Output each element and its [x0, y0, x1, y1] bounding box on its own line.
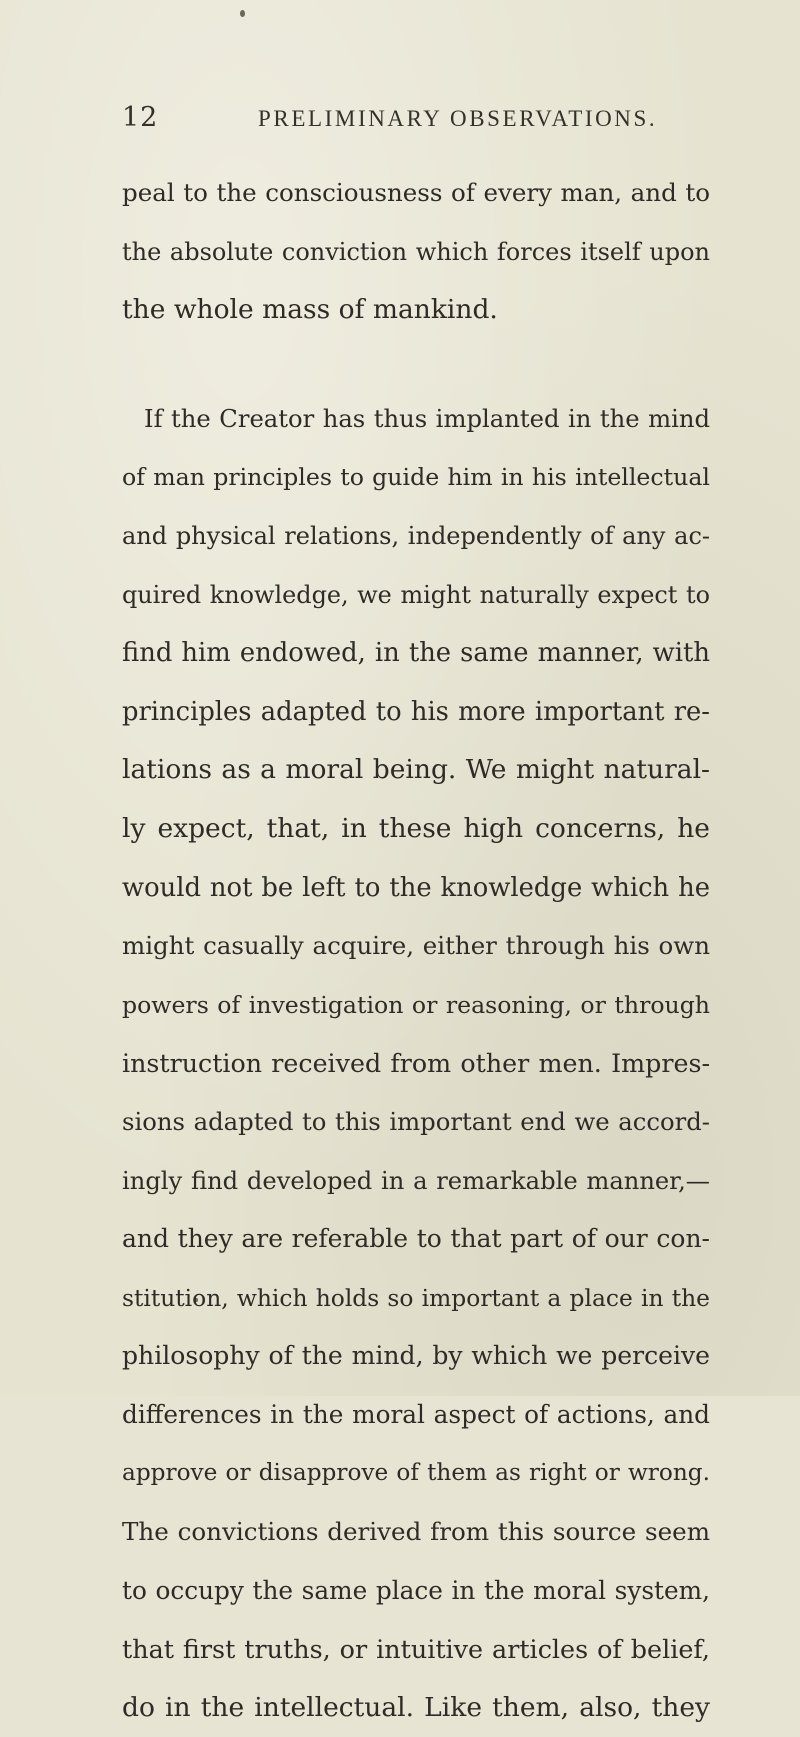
text-line: The convictions derived from this source seem	[122, 1517, 710, 1547]
paragraph	[122, 164, 710, 340]
text-line: instruction received from other men. Impres-	[122, 1048, 710, 1079]
running-head-title: PRELIMINARY OBSERVATIONS.	[258, 106, 658, 131]
text-line: to occupy the same place in the moral system,	[122, 1575, 710, 1605]
page-number: 12	[122, 102, 159, 133]
text-line: stitution, which holds so important a place in the	[122, 1283, 710, 1312]
text-line: philosophy of the mind, by which we perceive	[122, 1341, 710, 1371]
running-head	[122, 102, 742, 142]
text-line: approve or disapprove of them as right or wrong.	[122, 1459, 710, 1487]
text-line: and physical relations, independently of any ac-	[122, 521, 710, 550]
text-line: quired knowledge, we might naturally expect to	[122, 580, 710, 609]
text-line: peal to the consciousness of every man, and to	[122, 178, 710, 207]
text-line: the absolute conviction which forces itself upon	[122, 237, 710, 266]
text-line: principles adapted to his more important re-	[122, 696, 710, 727]
paragraph	[122, 390, 710, 1737]
text-line: powers of investigation or reasoning, or through	[122, 990, 710, 1019]
text-line: of man principles to guide him in his intellectual	[122, 463, 710, 492]
text-line: ingly find developed in a remarkable manner,—	[122, 1166, 710, 1195]
text-line: do in the intellectual. Like them, also, they	[122, 1691, 710, 1723]
text-line: the whole mass of mankind.	[122, 294, 498, 326]
text-line: find him endowed, in the same manner, with	[122, 638, 710, 669]
text-line: might casually acquire, either through his own	[122, 931, 710, 961]
body-text	[122, 164, 710, 1737]
text-line: and they are referable to that part of our con-	[122, 1224, 710, 1254]
ink-speck	[240, 10, 245, 17]
text-line: sions adapted to this important end we accord-	[122, 1106, 710, 1136]
text-line: If the Creator has thus implanted in the mind	[144, 403, 710, 433]
text-line: differences in the moral aspect of actions, and	[122, 1399, 710, 1429]
text-line: that first truths, or intuitive articles of belief,	[122, 1634, 710, 1665]
text-line: would not be left to the knowledge which he	[122, 872, 710, 903]
text-line: ly expect, that, in these high concerns, he	[122, 812, 710, 844]
text-line: lations as a moral being. We might natural-	[122, 754, 710, 786]
